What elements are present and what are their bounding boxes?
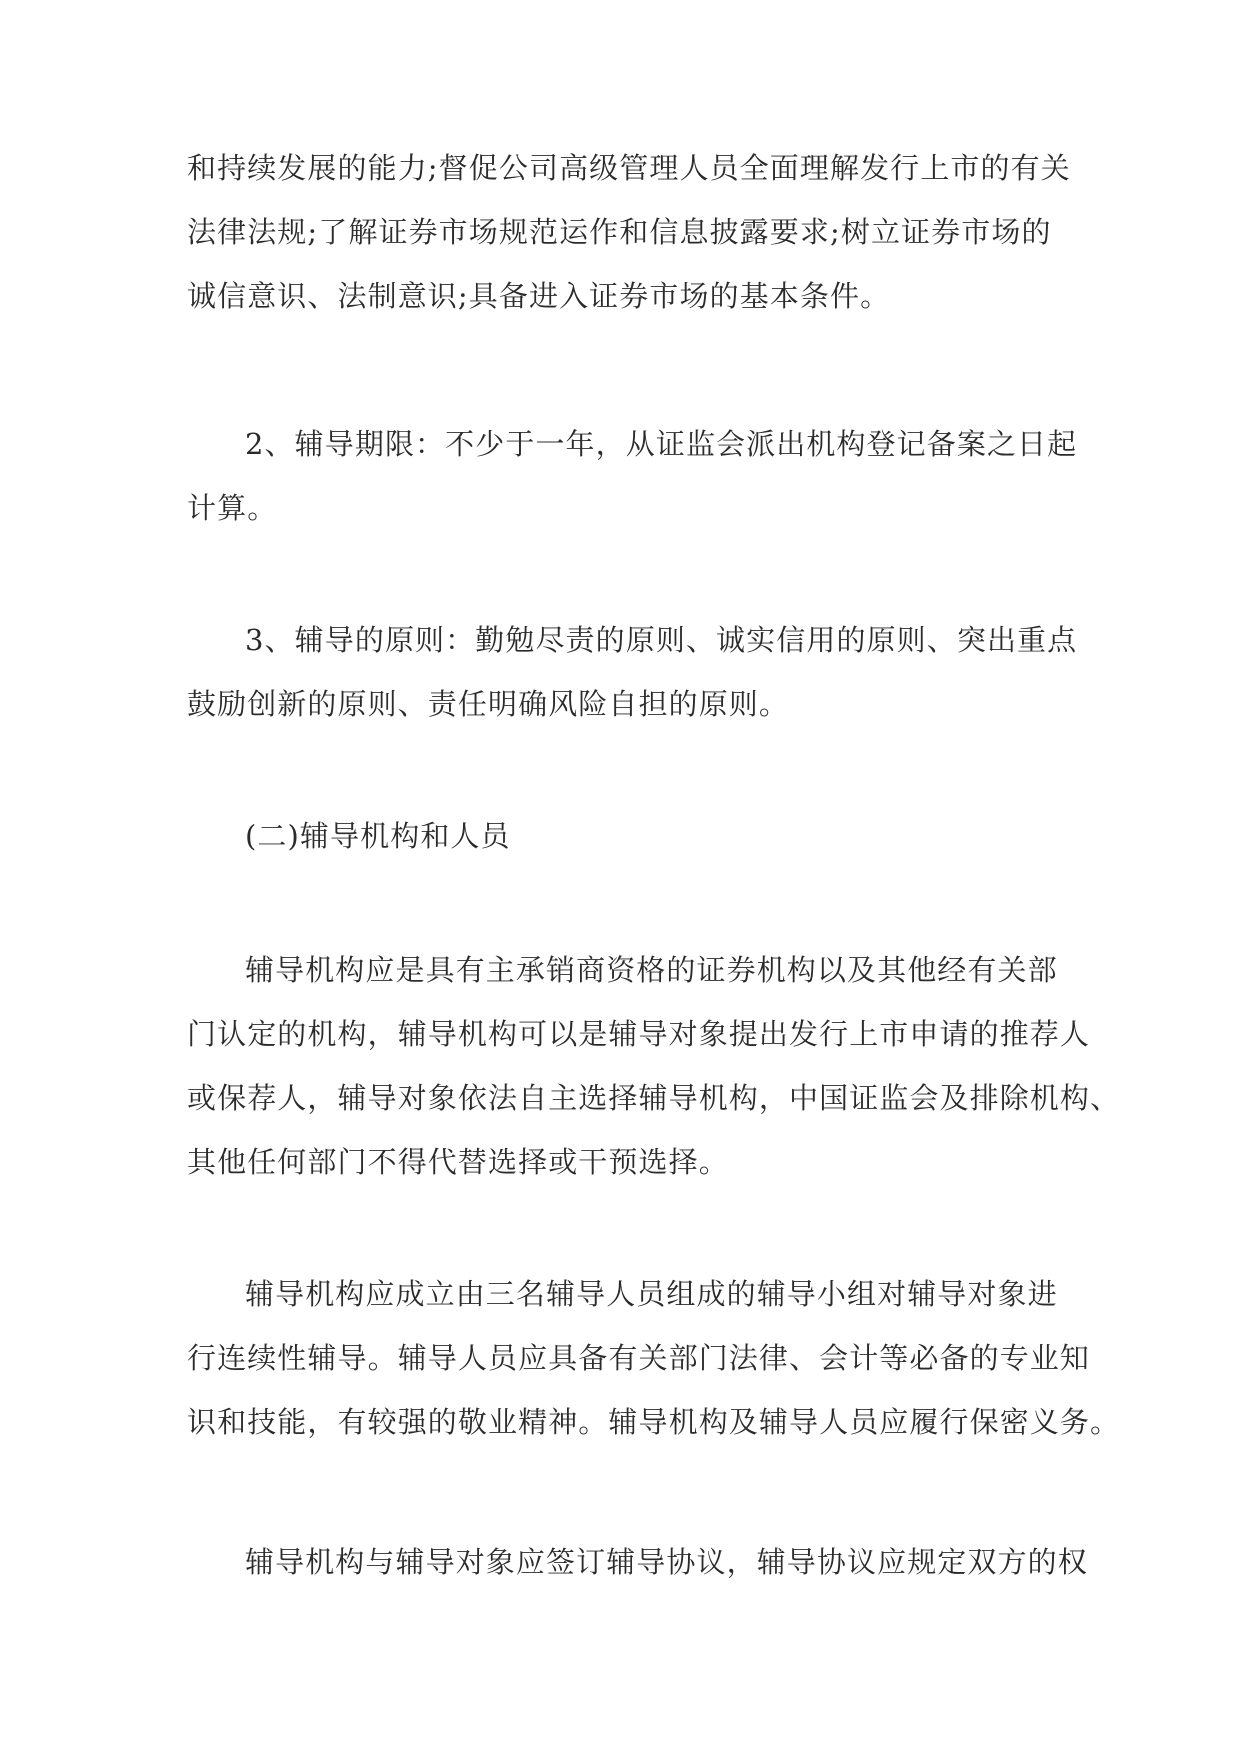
text-line: 行连续性辅导。辅导人员应具备有关部门法律、会计等必备的专业知	[187, 1341, 1091, 1375]
text-line: 诚信意识、法制意识;具备进入证券市场的基本条件。	[187, 279, 891, 313]
text-line: 计算。	[187, 491, 278, 525]
paragraph-agreement	[187, 1530, 1088, 1594]
text-line: 辅导机构应成立由三名辅导人员组成的辅导小组对辅导对象进	[245, 1277, 1058, 1311]
text-line: 辅导机构应是具有主承销商资格的证券机构以及其他经有关部	[245, 953, 1058, 987]
text-line: 识和技能，有较强的敬业精神。辅导机构及辅导人员应履行保密义务。	[187, 1405, 1121, 1439]
text-line: 3、辅导的原则：勤勉尽责的原则、诚实信用的原则、突出重点	[245, 623, 1078, 657]
heading-line: (二)辅导机构和人员	[245, 819, 511, 853]
paragraph-item-3	[187, 608, 1078, 736]
text-line: 门认定的机构，辅导机构可以是辅导对象提出发行上市申请的推荐人	[187, 1017, 1091, 1051]
paragraph-continuation	[187, 136, 1071, 328]
paragraph-institutions	[187, 938, 1121, 1194]
paragraph-item-2	[187, 412, 1078, 540]
section-heading	[187, 804, 1057, 868]
text-line: 或保荐人，辅导对象依法自主选择辅导机构，中国证监会及排除机构、	[187, 1081, 1121, 1115]
text-line: 其他任何部门不得代替选择或干预选择。	[187, 1145, 729, 1179]
text-line: 2、辅导期限：不少于一年，从证监会派出机构登记备案之日起	[245, 427, 1078, 461]
text-line: 辅导机构与辅导对象应签订辅导协议，辅导协议应规定双方的权	[245, 1545, 1088, 1579]
text-line: 鼓励创新的原则、责任明确风险自担的原则。	[187, 687, 790, 721]
paragraph-team	[187, 1262, 1121, 1454]
text-line: 和持续发展的能力;督促公司高级管理人员全面理解发行上市的有关	[187, 151, 1071, 185]
text-line: 法律法规;了解证券市场规范运作和信息披露要求;树立证券市场的	[187, 215, 1052, 249]
